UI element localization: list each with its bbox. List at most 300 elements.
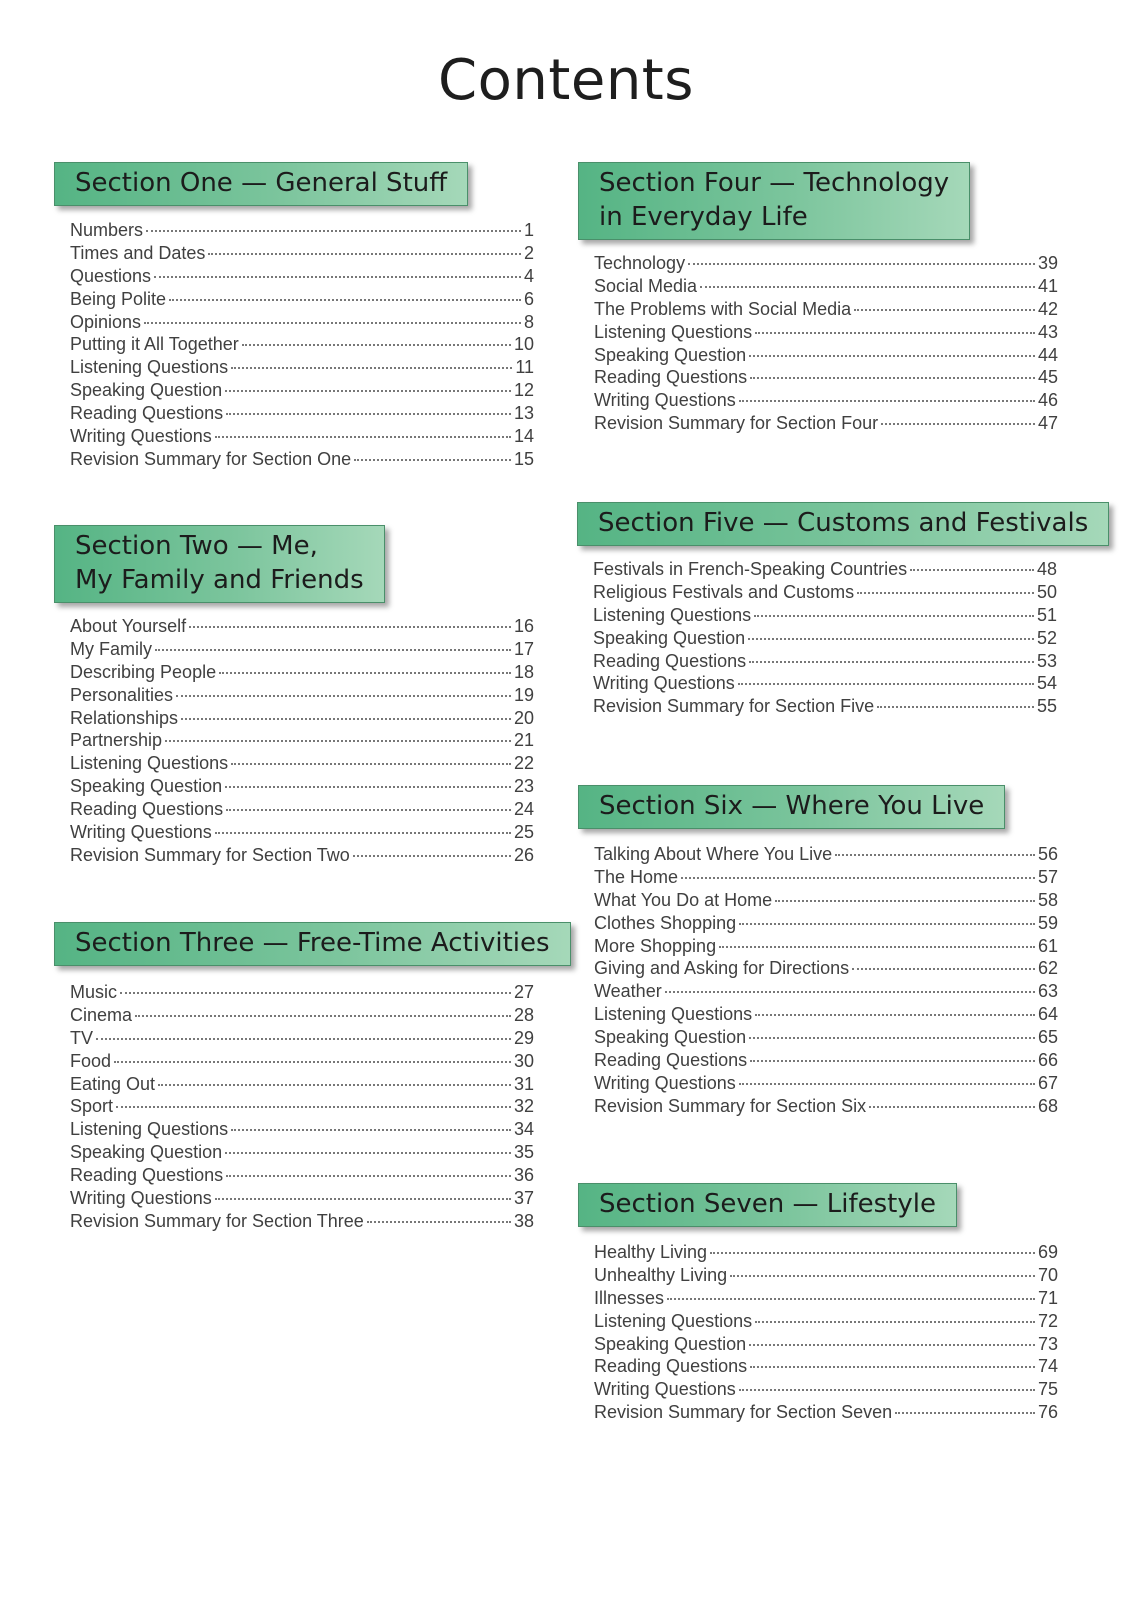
toc-page-number: 62	[1037, 958, 1058, 979]
dot-leader	[96, 1038, 511, 1040]
toc-page-number: 30	[513, 1050, 534, 1071]
dot-leader	[730, 1275, 1035, 1277]
toc-entry-title: Reading Questions	[594, 1356, 748, 1377]
dot-leader	[354, 459, 511, 461]
toc-page-number: 20	[513, 707, 534, 728]
toc-entry[interactable]	[70, 752, 534, 775]
toc-entry[interactable]	[70, 1164, 534, 1187]
toc-entry-title: Speaking Question	[594, 344, 747, 365]
toc-entry[interactable]	[70, 242, 534, 265]
toc-page-number: 57	[1037, 866, 1058, 887]
section-header-line: Section Three — Free-Time Activities	[75, 928, 550, 958]
toc-entry-title: Partnership	[70, 730, 163, 751]
toc-page-number: 8	[523, 311, 534, 332]
toc-page-number: 19	[513, 684, 534, 705]
dot-leader	[158, 1084, 511, 1086]
dot-leader	[739, 923, 1035, 925]
toc-entry[interactable]	[594, 1378, 1058, 1401]
toc-entry-title: Giving and Asking for Directions	[594, 958, 850, 979]
toc-entry[interactable]	[70, 707, 534, 730]
dot-leader	[215, 832, 511, 834]
section-header	[577, 502, 1109, 546]
dot-leader	[877, 706, 1034, 708]
toc-entry-title: Revision Summary for Section Four	[594, 413, 879, 434]
toc-page-number: 35	[513, 1142, 534, 1163]
toc-entry[interactable]	[594, 1264, 1058, 1287]
toc-entry[interactable]	[70, 402, 534, 425]
dot-leader	[738, 683, 1034, 685]
toc-page-number: 52	[1036, 627, 1057, 648]
toc-page-number: 10	[513, 334, 534, 355]
toc-entry-title: Questions	[70, 265, 152, 286]
toc-entry[interactable]	[594, 1310, 1058, 1333]
toc-page-number: 72	[1037, 1310, 1058, 1331]
section-header-line: Section Five — Customs and Festivals	[598, 508, 1089, 538]
toc-entry-title: Writing Questions	[593, 673, 735, 694]
dot-leader	[353, 855, 511, 857]
dot-leader	[749, 1037, 1035, 1039]
dot-leader	[219, 672, 511, 674]
toc-entry-title: Listening Questions	[70, 753, 229, 774]
dot-leader	[208, 253, 521, 255]
toc-entry-title: Food	[70, 1050, 112, 1071]
toc-entry[interactable]	[70, 684, 534, 707]
toc-entry[interactable]	[594, 412, 1058, 435]
dot-leader	[681, 877, 1035, 879]
toc-page-number: 6	[523, 288, 534, 309]
toc-page-number: 55	[1036, 696, 1057, 717]
dot-leader	[231, 763, 511, 765]
toc-entry[interactable]	[594, 1355, 1058, 1378]
toc-entry[interactable]	[70, 798, 534, 821]
toc-page-number: 36	[513, 1165, 534, 1186]
dot-leader	[750, 1060, 1035, 1062]
dot-leader	[225, 786, 511, 788]
toc-entry[interactable]	[594, 389, 1058, 412]
dot-leader	[215, 1198, 511, 1200]
dot-leader	[739, 400, 1035, 402]
toc-entry-title: Opinions	[70, 311, 142, 332]
dot-leader	[852, 968, 1035, 970]
toc-page-number: 22	[513, 753, 534, 774]
toc-entry-title: The Problems with Social Media	[594, 298, 852, 319]
toc-entry-title: Clothes Shopping	[594, 912, 737, 933]
toc-entry-title: Music	[70, 982, 118, 1002]
toc-page-number: 53	[1036, 650, 1057, 671]
toc-page-number: 63	[1037, 981, 1058, 1002]
toc-entry[interactable]	[70, 729, 534, 752]
toc-page-number: 16	[513, 616, 534, 636]
toc-entry-title: Describing People	[70, 661, 217, 682]
toc-page-number: 56	[1037, 844, 1058, 864]
toc-page-number: 59	[1037, 912, 1058, 933]
toc-entry-title: Times and Dates	[70, 242, 206, 263]
toc-page-number: 42	[1037, 298, 1058, 319]
section-four	[578, 162, 1058, 435]
toc-page-number: 54	[1036, 673, 1057, 694]
toc-entry[interactable]	[594, 935, 1058, 958]
dot-leader	[242, 344, 511, 346]
toc-page-number: 39	[1037, 253, 1058, 273]
dot-leader	[750, 377, 1035, 379]
toc-entry-title: Speaking Question	[70, 776, 223, 797]
toc-entry[interactable]	[593, 558, 1057, 581]
toc-entry-title: Eating Out	[70, 1073, 156, 1094]
dot-leader	[667, 1298, 1035, 1300]
toc-page-number: 58	[1037, 889, 1058, 910]
toc-entry[interactable]	[70, 1210, 534, 1233]
toc-entry[interactable]	[70, 333, 534, 356]
dot-leader	[165, 740, 511, 742]
toc-entry[interactable]	[70, 1027, 534, 1050]
dot-leader	[869, 1106, 1035, 1108]
toc-entry[interactable]	[70, 1073, 534, 1096]
toc-page-number: 38	[513, 1210, 534, 1231]
dot-leader	[895, 1412, 1035, 1414]
dot-leader	[176, 695, 511, 697]
toc-page-number: 15	[513, 448, 534, 469]
section-header-line: in Everyday Life	[599, 202, 808, 232]
toc-entry-title: Writing Questions	[70, 822, 212, 843]
toc-page-number: 14	[513, 426, 534, 447]
toc-page-number: 11	[515, 357, 534, 378]
toc-entry-title: Talking About Where You Live	[594, 844, 833, 864]
toc-page-number: 2	[523, 242, 534, 263]
dot-leader	[749, 355, 1035, 357]
toc-entry[interactable]	[593, 695, 1057, 718]
dot-leader	[754, 615, 1034, 617]
toc-entry[interactable]	[594, 889, 1058, 912]
toc-entry-title: Festivals in French-Speaking Countries	[593, 559, 908, 579]
toc-page-number: 64	[1037, 1004, 1058, 1025]
toc-entry[interactable]	[594, 275, 1058, 298]
dot-leader	[154, 276, 521, 278]
toc-entry-title: Revision Summary for Section Five	[593, 696, 875, 717]
toc-page-number: 12	[513, 380, 534, 401]
toc-entry-title: Revision Summary for Section Two	[70, 844, 350, 865]
toc-entry[interactable]	[70, 265, 534, 288]
dot-leader	[749, 661, 1034, 663]
section-five	[577, 502, 1089, 718]
toc-entry[interactable]	[70, 379, 534, 402]
toc-entry-title: More Shopping	[594, 935, 717, 956]
toc-entry[interactable]	[70, 615, 534, 638]
toc-entry-title: Reading Questions	[593, 650, 747, 671]
toc-list	[578, 252, 1058, 435]
toc-page-number: 66	[1037, 1050, 1058, 1071]
section-header	[54, 525, 385, 603]
toc-page-number: 50	[1036, 581, 1057, 602]
toc-entry[interactable]	[70, 448, 534, 471]
toc-page-number: 65	[1037, 1027, 1058, 1048]
toc-entry-title: Revision Summary for Section One	[70, 448, 352, 469]
toc-entry[interactable]	[593, 650, 1057, 673]
toc-page-number: 37	[513, 1188, 534, 1209]
dot-leader	[367, 1221, 511, 1223]
page-title: Contents	[438, 48, 694, 113]
toc-entry[interactable]	[70, 661, 534, 684]
dot-leader	[144, 322, 521, 324]
toc-page-number: 43	[1037, 321, 1058, 342]
toc-entry-title: Reading Questions	[594, 1050, 748, 1071]
toc-page-number: 69	[1037, 1242, 1058, 1262]
toc-entry-title: Speaking Question	[70, 380, 223, 401]
dot-leader	[169, 299, 521, 301]
toc-page-number: 32	[513, 1096, 534, 1117]
dot-leader	[739, 1389, 1035, 1391]
toc-list	[578, 1241, 1058, 1424]
toc-entry[interactable]	[594, 957, 1058, 980]
dot-leader	[775, 900, 1035, 902]
dot-leader	[749, 1344, 1035, 1346]
toc-entry[interactable]	[594, 366, 1058, 389]
toc-entry-title: Listening Questions	[70, 357, 229, 378]
toc-entry-title: Revision Summary for Section Six	[594, 1095, 867, 1116]
dot-leader	[231, 1129, 511, 1131]
toc-page-number: 29	[513, 1027, 534, 1048]
toc-entry-title: Speaking Question	[594, 1333, 747, 1354]
toc-page-number: 24	[513, 799, 534, 820]
toc-entry-title: Listening Questions	[593, 604, 752, 625]
toc-entry[interactable]	[593, 581, 1057, 604]
toc-entry[interactable]	[593, 672, 1057, 695]
toc-entry-title: Technology	[594, 253, 686, 273]
toc-entry-title: Listening Questions	[70, 1119, 229, 1140]
toc-page-number: 75	[1037, 1379, 1058, 1400]
section-six	[578, 785, 1058, 1118]
toc-entry[interactable]	[70, 1004, 534, 1027]
dot-leader	[857, 592, 1034, 594]
toc-entry-title: Religious Festivals and Customs	[593, 581, 855, 602]
toc-entry-title: Cinema	[70, 1004, 133, 1025]
toc-entry-title: Illnesses	[594, 1287, 665, 1308]
toc-entry[interactable]	[594, 252, 1058, 275]
dot-leader	[835, 854, 1035, 856]
section-header-line: Section One — General Stuff	[75, 168, 448, 198]
toc-page-number: 4	[523, 265, 534, 286]
section-header-line: Section Seven — Lifestyle	[599, 1189, 936, 1219]
toc-entry[interactable]	[594, 1026, 1058, 1049]
toc-page-number: 25	[513, 822, 534, 843]
toc-entry[interactable]	[594, 344, 1058, 367]
toc-entry-title: My Family	[70, 638, 152, 659]
toc-entry-title: Writing Questions	[594, 1072, 736, 1093]
toc-page-number: 1	[523, 220, 534, 240]
toc-entry-title: Writing Questions	[594, 1379, 736, 1400]
toc-entry-title: The Home	[594, 866, 679, 887]
toc-entry-title: Listening Questions	[594, 1310, 753, 1331]
toc-page-number: 70	[1037, 1264, 1058, 1285]
toc-entry-title: Reading Questions	[70, 799, 224, 820]
dot-leader	[710, 1252, 1035, 1254]
toc-entry[interactable]	[594, 912, 1058, 935]
section-header	[578, 785, 1005, 829]
section-header-line: My Family and Friends	[75, 565, 364, 595]
dot-leader	[116, 1106, 511, 1108]
dot-leader	[146, 230, 521, 232]
toc-entry[interactable]	[70, 775, 534, 798]
toc-page-number: 34	[513, 1119, 534, 1140]
toc-entry-title: Speaking Question	[70, 1142, 223, 1163]
toc-entry[interactable]	[594, 1333, 1058, 1356]
section-header-line: Section Four — Technology	[599, 168, 950, 198]
toc-page-number: 48	[1036, 559, 1057, 579]
section-seven	[578, 1183, 1058, 1424]
toc-entry-title: Social Media	[594, 275, 698, 296]
toc-page-number: 27	[513, 982, 534, 1002]
toc-entry[interactable]	[70, 1095, 534, 1118]
toc-page-number: 45	[1037, 367, 1058, 388]
toc-entry-title: Speaking Question	[593, 627, 746, 648]
toc-entry[interactable]	[593, 627, 1057, 650]
toc-entry[interactable]	[70, 821, 534, 844]
toc-page-number: 21	[513, 730, 534, 751]
toc-page-number: 18	[513, 661, 534, 682]
dot-leader	[226, 413, 511, 415]
toc-entry[interactable]	[594, 1049, 1058, 1072]
toc-entry[interactable]	[70, 1118, 534, 1141]
toc-entry-title: Numbers	[70, 220, 144, 240]
toc-entry-title: Being Polite	[70, 288, 167, 309]
toc-entry-title: Putting it All Together	[70, 334, 239, 355]
toc-entry[interactable]	[70, 219, 534, 242]
dot-leader	[700, 286, 1035, 288]
dot-leader	[231, 367, 512, 369]
toc-page-number: 73	[1037, 1333, 1058, 1354]
toc-entry[interactable]	[594, 1003, 1058, 1026]
toc-entry-title: Reading Questions	[594, 367, 748, 388]
toc-entry-title: Relationships	[70, 707, 179, 728]
section-header	[578, 162, 970, 240]
toc-list	[578, 843, 1058, 1118]
toc-entry-title: Writing Questions	[70, 1188, 212, 1209]
dot-leader	[225, 390, 511, 392]
dot-leader	[739, 1083, 1035, 1085]
toc-entry-title: What You Do at Home	[594, 889, 773, 910]
toc-page-number: 76	[1037, 1402, 1058, 1423]
dot-leader	[750, 1366, 1035, 1368]
toc-list	[54, 219, 534, 471]
toc-entry-title: Weather	[594, 981, 662, 1002]
toc-page-number: 71	[1037, 1287, 1058, 1308]
toc-page-number: 44	[1037, 344, 1058, 365]
section-header	[54, 162, 468, 206]
toc-entry-title: Healthy Living	[594, 1242, 708, 1262]
toc-entry[interactable]	[594, 980, 1058, 1003]
toc-entry-title: Personalities	[70, 684, 174, 705]
dot-leader	[881, 423, 1035, 425]
dot-leader	[155, 649, 511, 651]
dot-leader	[854, 309, 1035, 311]
toc-entry[interactable]	[70, 981, 534, 1004]
dot-leader	[755, 1321, 1035, 1323]
toc-entry[interactable]	[70, 1141, 534, 1164]
toc-entry-title: Writing Questions	[594, 390, 736, 411]
toc-page-number: 17	[513, 638, 534, 659]
section-header-line: Section Two — Me,	[75, 531, 318, 561]
toc-entry[interactable]	[594, 1072, 1058, 1095]
section-three	[54, 922, 550, 1233]
toc-entry[interactable]	[70, 1050, 534, 1073]
dot-leader	[719, 946, 1035, 948]
toc-page-number: 46	[1037, 390, 1058, 411]
dot-leader	[755, 332, 1035, 334]
dot-leader	[910, 569, 1034, 571]
toc-entry[interactable]	[594, 298, 1058, 321]
toc-page-number: 31	[513, 1073, 534, 1094]
dot-leader	[226, 809, 511, 811]
toc-entry[interactable]	[70, 311, 534, 334]
section-two	[54, 525, 534, 867]
toc-entry-title: Speaking Question	[594, 1027, 747, 1048]
toc-entry[interactable]	[594, 1287, 1058, 1310]
toc-entry-title: Listening Questions	[594, 321, 753, 342]
toc-page-number: 41	[1037, 275, 1058, 296]
section-header	[54, 922, 571, 966]
toc-entry[interactable]	[594, 866, 1058, 889]
dot-leader	[748, 638, 1034, 640]
toc-page-number: 67	[1037, 1072, 1058, 1093]
toc-entry-title: Writing Questions	[70, 426, 212, 447]
dot-leader	[114, 1061, 511, 1063]
toc-entry-title: Revision Summary for Section Three	[70, 1210, 364, 1231]
toc-entry[interactable]	[70, 356, 534, 379]
section-header	[578, 1183, 957, 1227]
toc-entry-title: Listening Questions	[594, 1004, 753, 1025]
toc-entry[interactable]	[594, 1241, 1058, 1264]
section-one	[54, 162, 534, 471]
toc-entry-title: About Yourself	[70, 616, 187, 636]
toc-entry-title: Reading Questions	[70, 1165, 224, 1186]
toc-page-number: 47	[1037, 413, 1058, 434]
dot-leader	[135, 1015, 511, 1017]
toc-entry[interactable]	[594, 1095, 1058, 1118]
toc-list	[54, 981, 534, 1233]
toc-page-number: 61	[1037, 935, 1058, 956]
toc-entry[interactable]	[70, 425, 534, 448]
toc-entry[interactable]	[70, 844, 534, 867]
toc-entry[interactable]	[593, 604, 1057, 627]
toc-list	[54, 615, 534, 867]
toc-entry-title: TV	[70, 1027, 94, 1048]
toc-list	[577, 558, 1057, 718]
toc-page-number: 68	[1037, 1095, 1058, 1116]
toc-entry-title: Revision Summary for Section Seven	[594, 1402, 893, 1423]
toc-entry[interactable]	[70, 638, 534, 661]
toc-entry[interactable]	[594, 321, 1058, 344]
dot-leader	[189, 626, 511, 628]
dot-leader	[226, 1175, 511, 1177]
dot-leader	[688, 263, 1035, 265]
toc-page-number: 26	[513, 844, 534, 865]
dot-leader	[215, 436, 511, 438]
toc-entry-title: Sport	[70, 1096, 114, 1117]
toc-page-number: 51	[1036, 604, 1057, 625]
toc-entry-title: Unhealthy Living	[594, 1264, 728, 1285]
toc-page-number: 28	[513, 1004, 534, 1025]
toc-entry[interactable]	[594, 1401, 1058, 1424]
toc-page-number: 13	[513, 403, 534, 424]
section-header-line: Section Six — Where You Live	[599, 791, 985, 821]
dot-leader	[120, 992, 511, 994]
dot-leader	[181, 718, 511, 720]
toc-entry[interactable]	[70, 288, 534, 311]
toc-entry-title: Reading Questions	[70, 403, 224, 424]
toc-page-number: 23	[513, 776, 534, 797]
toc-entry[interactable]	[594, 843, 1058, 866]
toc-page-number: 74	[1037, 1356, 1058, 1377]
toc-entry[interactable]	[70, 1187, 534, 1210]
